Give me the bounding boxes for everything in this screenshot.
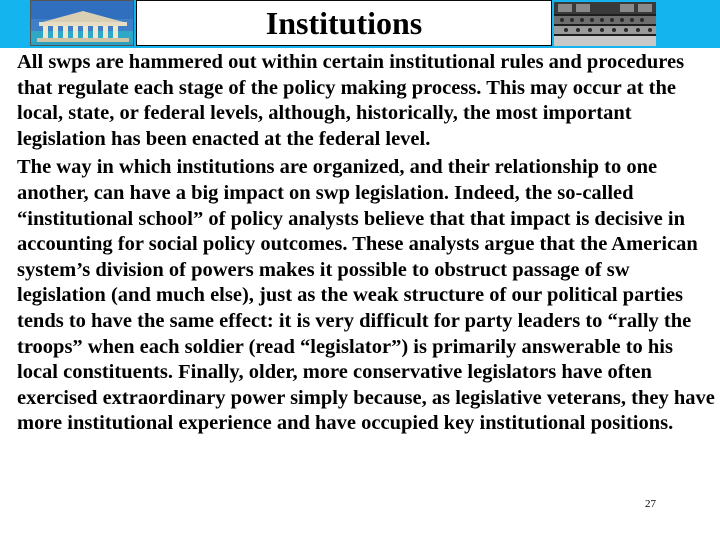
slide-body	[17, 50, 717, 437]
header-bar	[0, 0, 720, 48]
page-number: 27	[645, 498, 656, 510]
chamber-photo	[554, 2, 656, 46]
paragraph-1: All swps are hammered out within certain institutional rules and procedures that regulate each stage of the policy making process. This may occur at the local, state, or federal levels, although, historically, the most important legislation has been enacted at the federal level.	[17, 51, 685, 150]
title-box	[136, 0, 552, 46]
paragraph-2: The way in which institutions are organized, and their relationship to one another, can have a big impact on swp legislation. Indeed, the so-called “institutional school” of policy analysts believe that that impact is decisive in accounting for social policy outcomes. These analysts argue that the American system’s division of powers makes it possible to obstruct passage of sw legislation (and much else), just as the weak structure of our political parties tends to have the same effect: it is very difficult for party leaders to “rally the troops” when each soldier (read “legislator”) is primarily answerable to his local constituents. Finally, older, more conservative legislators have often exercised extraordinary power simply because, as legislative veterans, they have more institutional experience and have occupied key institutional positions.	[17, 156, 715, 435]
slide-title: Institutions	[265, 5, 423, 41]
temple-photo	[30, 0, 134, 46]
